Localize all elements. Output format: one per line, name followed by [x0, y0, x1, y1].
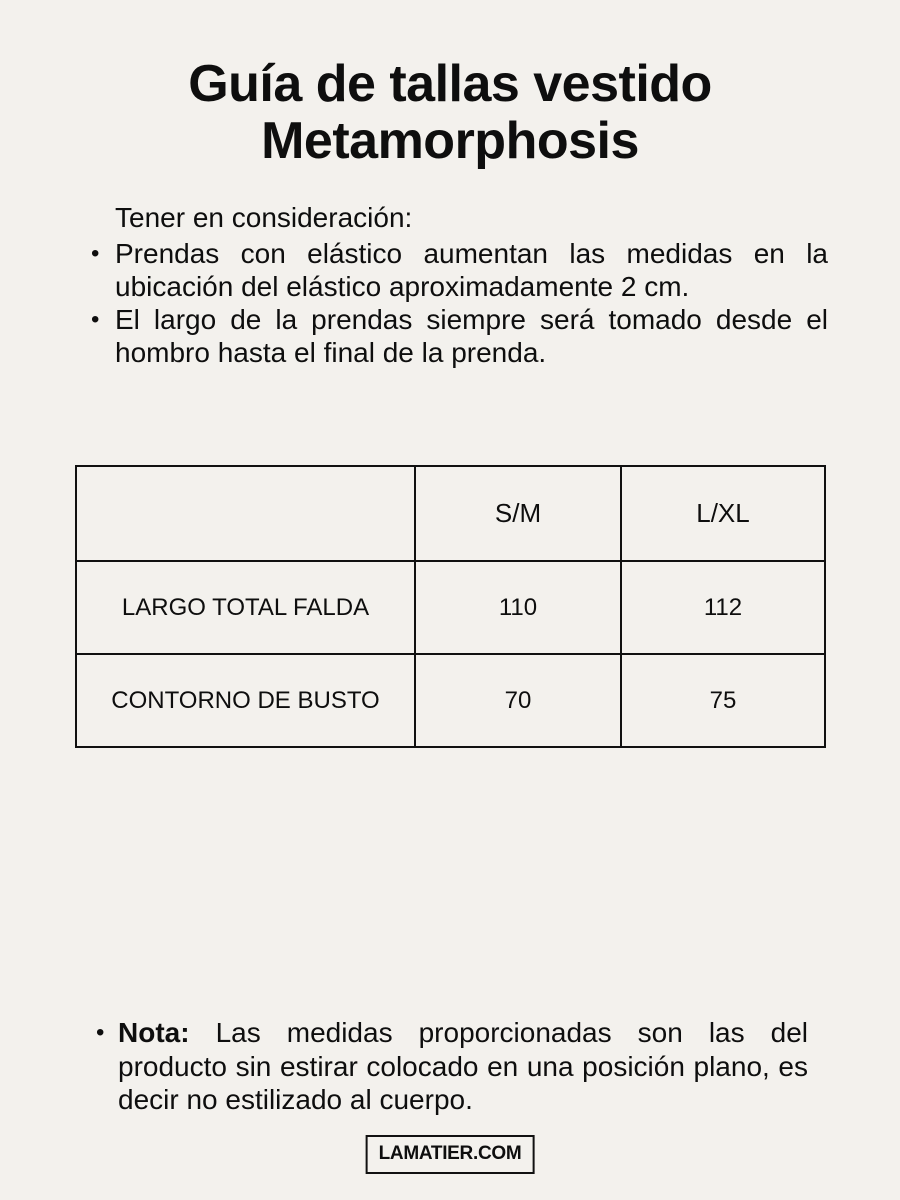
size-table-header-sm: S/M — [415, 466, 621, 561]
consideration-text: Prendas con elástico aumentan las medidas en la ubicación del elástico aproximadamente 2 cm. — [115, 238, 828, 302]
list-item — [90, 237, 828, 303]
size-table — [75, 465, 826, 748]
value-busto-sm: 70 — [415, 654, 621, 747]
value-largo-lxl: 112 — [621, 561, 825, 654]
considerations-heading: Tener en consideración: — [115, 202, 413, 233]
row-label-largo-total-falda: LARGO TOTAL FALDA — [76, 561, 415, 654]
list-item — [90, 303, 828, 369]
page-title-line2: Metamorphosis — [261, 112, 639, 170]
page-title-line1: Guía de tallas vestido — [188, 55, 712, 113]
brand-badge — [366, 1135, 535, 1174]
row-label-contorno-de-busto: CONTORNO DE BUSTO — [76, 654, 415, 747]
bullet-icon: • — [91, 306, 100, 333]
considerations-list — [90, 237, 828, 369]
note-item — [95, 1016, 808, 1117]
size-table-header-row — [76, 466, 825, 561]
table-row — [76, 561, 825, 654]
value-busto-lxl: 75 — [621, 654, 825, 747]
bullet-icon: • — [96, 1019, 105, 1046]
table-row — [76, 654, 825, 747]
consideration-text: El largo de la prendas siempre será tomado desde el hombro hasta el final de la prenda. — [115, 304, 828, 368]
considerations-section — [90, 201, 828, 369]
value-largo-sm: 110 — [415, 561, 621, 654]
page-title — [0, 56, 900, 170]
brand-badge-text: LAMATIER.COM — [378, 1143, 522, 1164]
note-label: Nota: — [118, 1017, 190, 1048]
size-table-header-empty — [76, 466, 415, 561]
size-table-header-lxl: L/XL — [621, 466, 825, 561]
bullet-icon: • — [91, 240, 100, 267]
note-section — [95, 1016, 808, 1117]
note-text: Las medidas proporcionadas son las del producto sin estirar colocado en una posición plano, es decir no estilizado al cuerpo. — [118, 1017, 808, 1115]
